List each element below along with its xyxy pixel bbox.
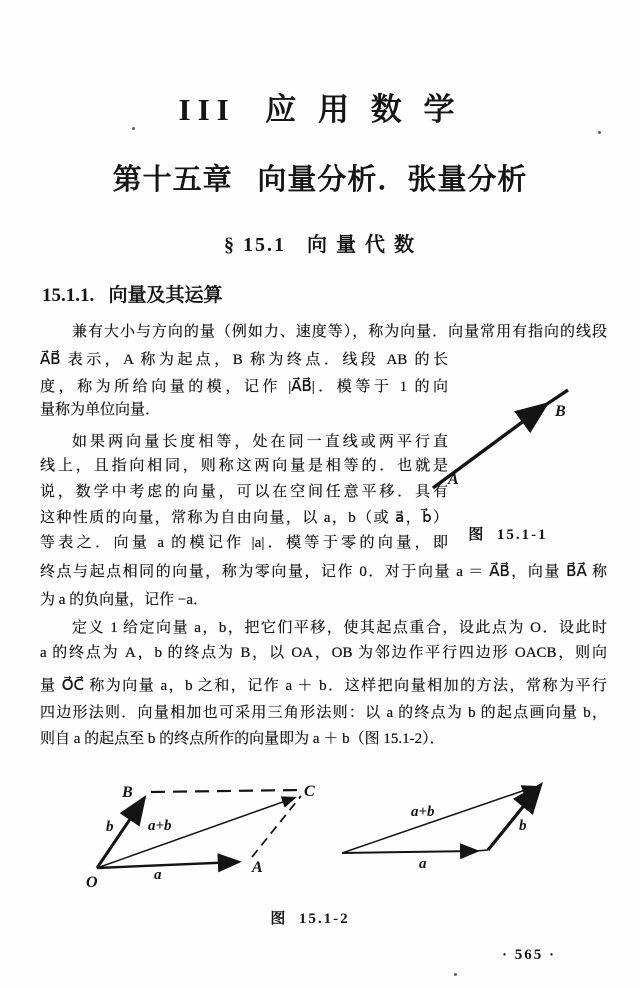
page-number: · 565 · — [502, 947, 557, 963]
triangle-drawing — [338, 778, 563, 873]
fig2-caption: 图 15.1-2 — [270, 911, 350, 927]
section-title: § 15.1 向 量 代 数 — [224, 234, 416, 256]
figure-vector-AB — [418, 383, 630, 515]
scan-speck — [454, 973, 457, 976]
fig1-label-B: B — [555, 403, 566, 420]
text-line: 等表之．向量 a 的模记作 |a|．模等于零的向量，即 — [40, 535, 448, 551]
chapter-title: 第十五章 向量分析．张量分析 — [112, 164, 528, 196]
text-line: 量 O⃗C⃗ 称为向量 a，b 之和，记作 a ＋ b．这样把向量相加的方法，常称为平行 — [40, 678, 607, 694]
subsection-title: 15.1.1. 向量及其运算 — [42, 285, 223, 306]
text-line: 定义 1 给定向量 a，b，把它们平移，使其起点重合，设此点为 O．设此时 — [72, 620, 607, 636]
fig2-left-label-O: O — [86, 874, 98, 890]
fig2-right-label-b: b — [519, 818, 527, 834]
text-line: 线上，且指向相同，则称这两向量是相等的．也就是 — [40, 458, 448, 474]
fig2-left-label-C: C — [304, 783, 315, 800]
figure-parallelogram-rule — [55, 778, 350, 890]
text-line: 终点与起点相同的向量，称为零向量，记作 0．对于向量 a ＝ A⃗B⃗，向量 B⃗A⃗ 称 — [40, 564, 607, 580]
fig2-left-label-sum: a+b — [148, 818, 172, 834]
text-line: 四边形法则．向量相加也可采用三角形法则：以 a 的终点为 b 的起点画向量 b， — [40, 705, 607, 721]
text-line: a 的终点为 A，b 的终点为 B，以 OA，OB 为邻边作平行四边形 OACB，则向 — [40, 645, 607, 661]
scan-speck — [132, 127, 135, 130]
fig1-caption: 图 15.1-1 — [468, 527, 548, 543]
text-line: 说，数学中考虑的向量，可以在空间任意平移．具有 — [40, 484, 448, 500]
fig2-right-label-sum: a+b — [411, 804, 435, 820]
fig2-left-label-B: B — [122, 784, 133, 801]
parallelogram-drawing — [55, 778, 350, 890]
text-line: 如果两向量长度相等，处在同一直线或两平行直 — [72, 434, 448, 450]
fig2-right-label-a: a — [419, 856, 427, 872]
text-line: 为 a 的负向量，记作 −a． — [40, 592, 209, 608]
scan-speck — [598, 131, 601, 134]
text-line: A⃗B⃗ 表示，A 称为起点，B 称为终点．线段 AB 的长 — [40, 352, 448, 368]
part-title: III 应 用 数 学 — [178, 92, 462, 127]
fig2-left-label-b: b — [106, 819, 114, 835]
text-line: 兼有大小与方向的量（例如力、速度等），称为向量．向量常用有指向的线段 — [72, 324, 607, 340]
text-line: 量称为单位向量． — [40, 402, 161, 418]
figure-triangle-rule — [338, 778, 563, 873]
fig2-left-label-a: a — [154, 867, 162, 883]
text-line: 这种性质的向量，常称为自由向量，以 a，b（或 a⃗，b⃗） — [40, 510, 448, 526]
fig1-label-A: A — [448, 471, 459, 488]
vector-ab-drawing — [418, 383, 630, 515]
fig2-left-label-A: A — [252, 859, 263, 876]
text-line: 则自 a 的起点至 b 的终点所作的向量即为 a ＋ b（图 15.1-2）． — [40, 731, 445, 747]
text-line: 度，称为所给向量的模，记作 |A⃗B⃗|．模等于 1 的向 — [40, 379, 448, 395]
